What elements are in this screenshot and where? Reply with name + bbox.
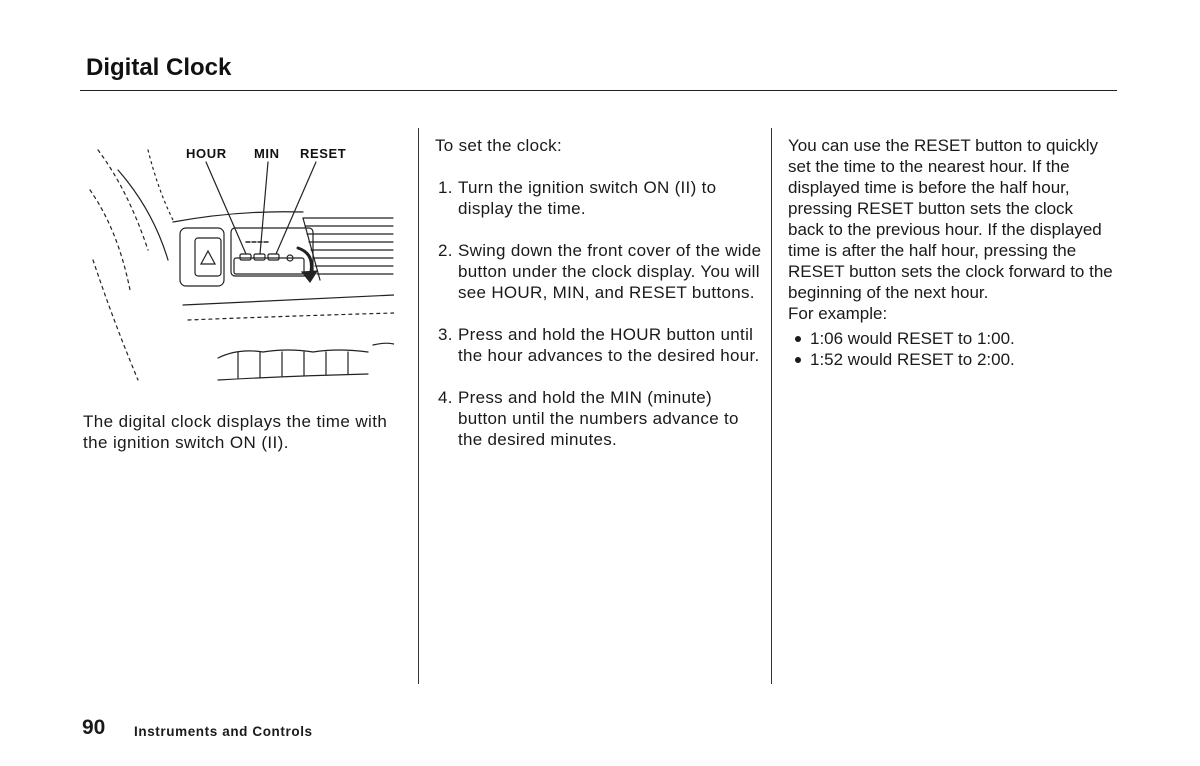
- instructions-column: [435, 135, 765, 450]
- step-number: 4.: [438, 388, 453, 407]
- example-text: 1:06 would RESET to 1:00.: [810, 329, 1015, 348]
- example-text: 1:52 would RESET to 2:00.: [810, 350, 1015, 369]
- page-number: 90: [82, 716, 106, 739]
- steps-list: [435, 177, 765, 450]
- bullet-icon: [795, 357, 801, 363]
- step-item: [435, 240, 765, 303]
- hour-label: HOUR: [186, 146, 227, 161]
- min-label: MIN: [254, 146, 280, 161]
- example-label: For example:: [788, 304, 888, 323]
- step-number: 3.: [438, 325, 453, 344]
- step-item: [435, 324, 765, 366]
- title-rule: [80, 90, 1117, 91]
- example-item: [788, 328, 1113, 349]
- page-title: Digital Clock: [86, 54, 232, 81]
- bullet-icon: [795, 336, 801, 342]
- dashboard-drawing: [88, 130, 394, 392]
- example-item: [788, 349, 1113, 370]
- instructions-intro: To set the clock:: [435, 136, 562, 155]
- step-item: [435, 387, 765, 450]
- examples-list: [788, 328, 1113, 370]
- step-number: 1.: [438, 178, 453, 197]
- step-text: Press and hold the HOUR button until the hour advances to the desired hour.: [458, 325, 760, 365]
- step-text: Press and hold the MIN (minute) button until the numbers advance to the desired minutes.: [458, 388, 739, 449]
- figure-caption: The digital clock displays the time with the ignition switch ON (II).: [83, 412, 388, 452]
- reset-paragraph: You can use the RESET button to quickly set the time to the nearest hour. If the displayed time is before the half hour, pressing RESET button sets the clock back to the previous hour. If the displayed time is after the half hour, pressing the RESET button sets the clock forward to the beginning of the next hour.: [788, 136, 1113, 302]
- clock-illustration: [88, 130, 394, 392]
- section-name: Instruments and Controls: [134, 724, 313, 739]
- step-number: 2.: [438, 241, 453, 260]
- column-divider-1: [418, 128, 419, 684]
- reset-info-column: [788, 135, 1113, 370]
- step-text: Swing down the front cover of the wide button under the clock display. You will see HOUR, MIN, and RESET buttons.: [458, 241, 762, 302]
- reset-label: RESET: [300, 146, 347, 161]
- step-text: Turn the ignition switch ON (II) to display the time.: [458, 178, 717, 218]
- column-divider-2: [771, 128, 772, 684]
- step-item: [435, 177, 765, 219]
